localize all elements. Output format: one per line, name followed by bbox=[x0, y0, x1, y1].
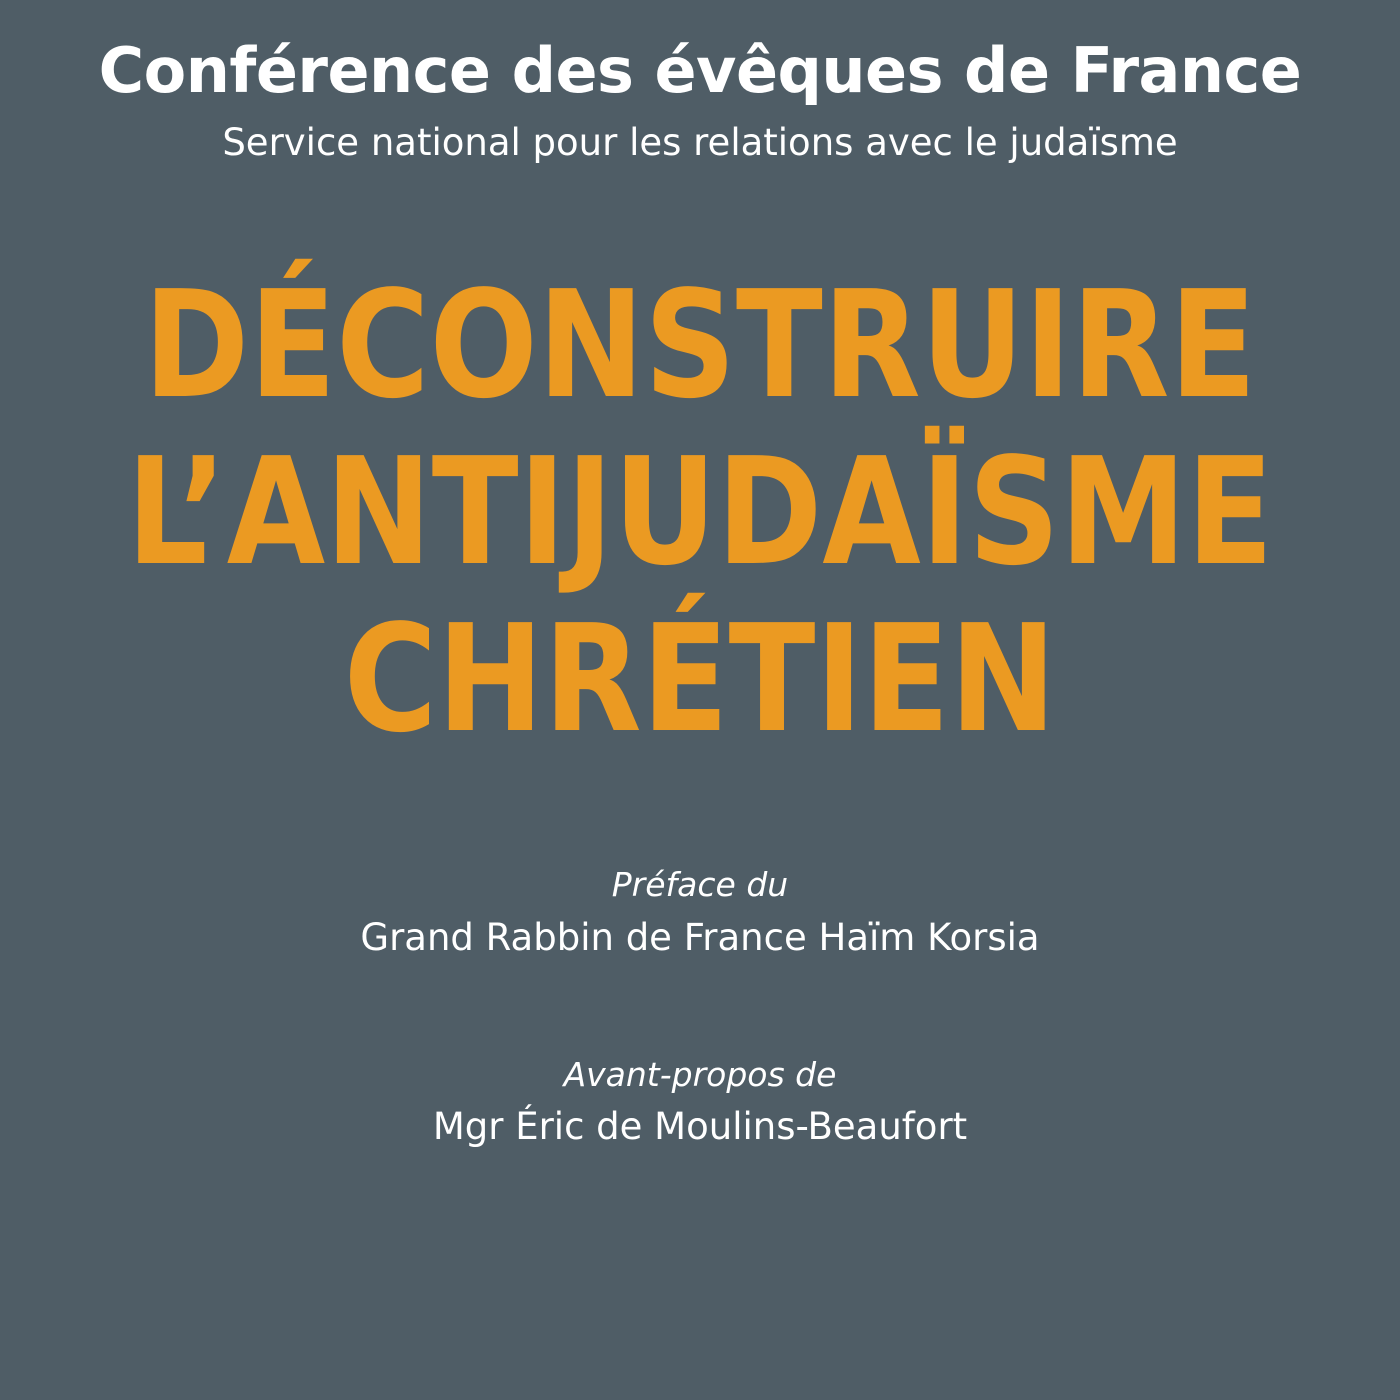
credit-foreword-person: Mgr Éric de Moulins-Beaufort bbox=[432, 1105, 968, 1149]
title-line-3: CHRÉTIEN bbox=[343, 593, 1057, 766]
book-title bbox=[0, 259, 1400, 766]
title-line-1: DÉCONSTRUIRE bbox=[143, 259, 1257, 432]
credit-foreword-role: Avant-propos de bbox=[563, 1054, 837, 1094]
publisher-block bbox=[0, 34, 1400, 165]
title-line-2: L’ANTIJUDAÏSME bbox=[126, 426, 1274, 599]
credit-preface-person: Grand Rabbin de France Haïm Korsia bbox=[360, 915, 1040, 959]
credit-foreword bbox=[0, 1054, 1400, 1151]
credit-preface bbox=[0, 864, 1400, 961]
credit-preface-role: Préface du bbox=[611, 865, 789, 905]
credits-block bbox=[0, 752, 1400, 1151]
publisher-name: Conférence des évêques de France bbox=[98, 34, 1302, 107]
publisher-department: Service national pour les relations avec le judaïsme bbox=[222, 120, 1178, 164]
